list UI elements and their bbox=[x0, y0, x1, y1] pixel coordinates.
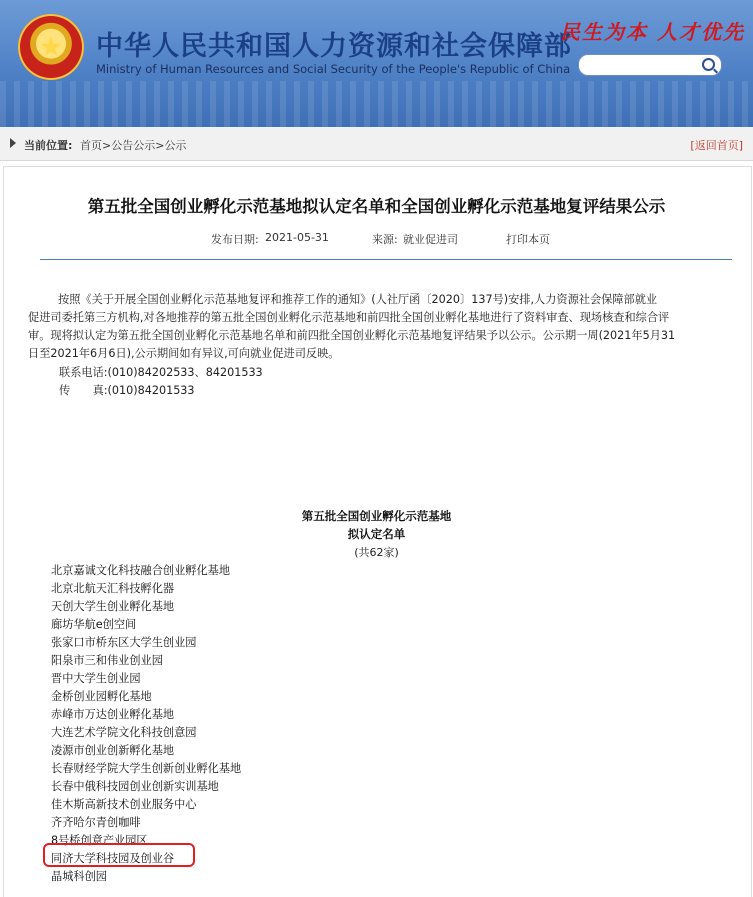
header-background-pattern bbox=[0, 81, 753, 127]
breadcrumb-label: 当前位置: bbox=[24, 139, 73, 152]
list-subtitle: 拟认定名单 bbox=[347, 527, 406, 541]
list-item: 长春中俄科技园创业创新实训基地 bbox=[51, 780, 219, 793]
breadcrumb-separator: > bbox=[155, 139, 165, 152]
paragraph-line: 促进司委托第三方机构,对各地推荐的第五批全国创业孵化示范基地和前四批全国创业孵化基地进行了资料审查、现场核查和综合评 bbox=[28, 311, 670, 324]
list-item: 8号桥创意产业园区 bbox=[51, 834, 148, 847]
list-count: (共62家) bbox=[354, 546, 399, 559]
list-item: 北京嘉诚文化科技融合创业孵化基地 bbox=[51, 564, 231, 577]
paragraph-line: 日至2021年6月6日),公示期间如有异议,可向就业促进司反映。 bbox=[28, 347, 340, 360]
breadcrumb-item-notices[interactable]: 公告公示 bbox=[111, 139, 156, 152]
list-item: 大连艺术学院文化科技创意园 bbox=[51, 726, 197, 739]
list-item: 齐齐哈尔青创咖啡 bbox=[51, 816, 141, 829]
list-item: 张家口市桥东区大学生创业园 bbox=[51, 636, 197, 649]
list-title: 第五批全国创业孵化示范基地 bbox=[301, 509, 452, 523]
play-arrow-icon bbox=[10, 138, 16, 148]
publish-date: 2021-05-31 bbox=[265, 231, 329, 244]
site-header bbox=[0, 0, 753, 127]
site-title: 中华人民共和国人力资源和社会保障部 bbox=[96, 31, 572, 62]
highlight-annotation bbox=[43, 843, 195, 867]
contact-phone: 联系电话:(010)84202533、84201533 bbox=[59, 366, 263, 379]
publish-date-label: 发布日期: bbox=[211, 233, 259, 246]
print-page-link[interactable]: 打印本页 bbox=[506, 233, 550, 246]
breadcrumb-item-publicity[interactable]: 公示 bbox=[164, 139, 187, 152]
paragraph-line: 按照《关于开展全国创业孵化示范基地复评和推荐工作的通知》(人社厅函〔2020〕137号)安排,人力资源社会保障部就业 bbox=[58, 293, 658, 306]
list-item: 赤峰市万达创业孵化基地 bbox=[51, 708, 175, 721]
list-item: 北京北航天汇科技孵化器 bbox=[51, 582, 175, 595]
paragraph-line: 审。现将拟认定为第五批全国创业孵化示范基地名单和前四批全国创业孵化示范基地复评结果予以公示。公示期一周(2021年5月31 bbox=[28, 329, 676, 342]
source-value: 就业促进司 bbox=[403, 233, 458, 246]
list-item: 佳木斯高新技术创业服务中心 bbox=[51, 798, 197, 811]
search-input[interactable] bbox=[578, 54, 722, 76]
slogan: 民生为本 人才优先 bbox=[560, 20, 745, 44]
contact-fax: 传 真:(010)84201533 bbox=[59, 384, 195, 397]
title-divider bbox=[40, 259, 732, 260]
breadcrumb-item-home[interactable]: 首页 bbox=[80, 139, 102, 152]
list-item: 晶城科创园 bbox=[51, 870, 107, 883]
list-item: 长春财经学院大学生创新创业孵化基地 bbox=[51, 762, 242, 775]
search-icon[interactable] bbox=[702, 58, 715, 71]
list-item: 天创大学生创业孵化基地 bbox=[51, 600, 175, 613]
list-item: 阳泉市三和伟业创业园 bbox=[51, 654, 163, 667]
list-item: 晋中大学生创业园 bbox=[51, 672, 141, 685]
breadcrumb bbox=[0, 127, 753, 161]
article-title: 第五批全国创业孵化示范基地拟认定名单和全国创业孵化示范基地复评结果公示 bbox=[87, 197, 666, 216]
list-item: 金桥创业园孵化基地 bbox=[51, 690, 152, 703]
back-to-home-link[interactable]: [返回首页] bbox=[690, 139, 743, 152]
source-label: 来源: bbox=[372, 233, 398, 246]
national-emblem-icon bbox=[18, 14, 84, 80]
list-item: 廊坊华航e创空间 bbox=[51, 618, 137, 631]
base-list bbox=[51, 562, 241, 886]
list-item: 凌源市创业创新孵化基地 bbox=[51, 744, 175, 757]
list-item: 同济大学科技园及创业谷 bbox=[51, 852, 175, 865]
breadcrumb-path bbox=[80, 137, 186, 153]
breadcrumb-separator: > bbox=[102, 139, 112, 152]
site-title-english: Ministry of Human Resources and Social Security of the People's Republic of China bbox=[96, 62, 571, 76]
